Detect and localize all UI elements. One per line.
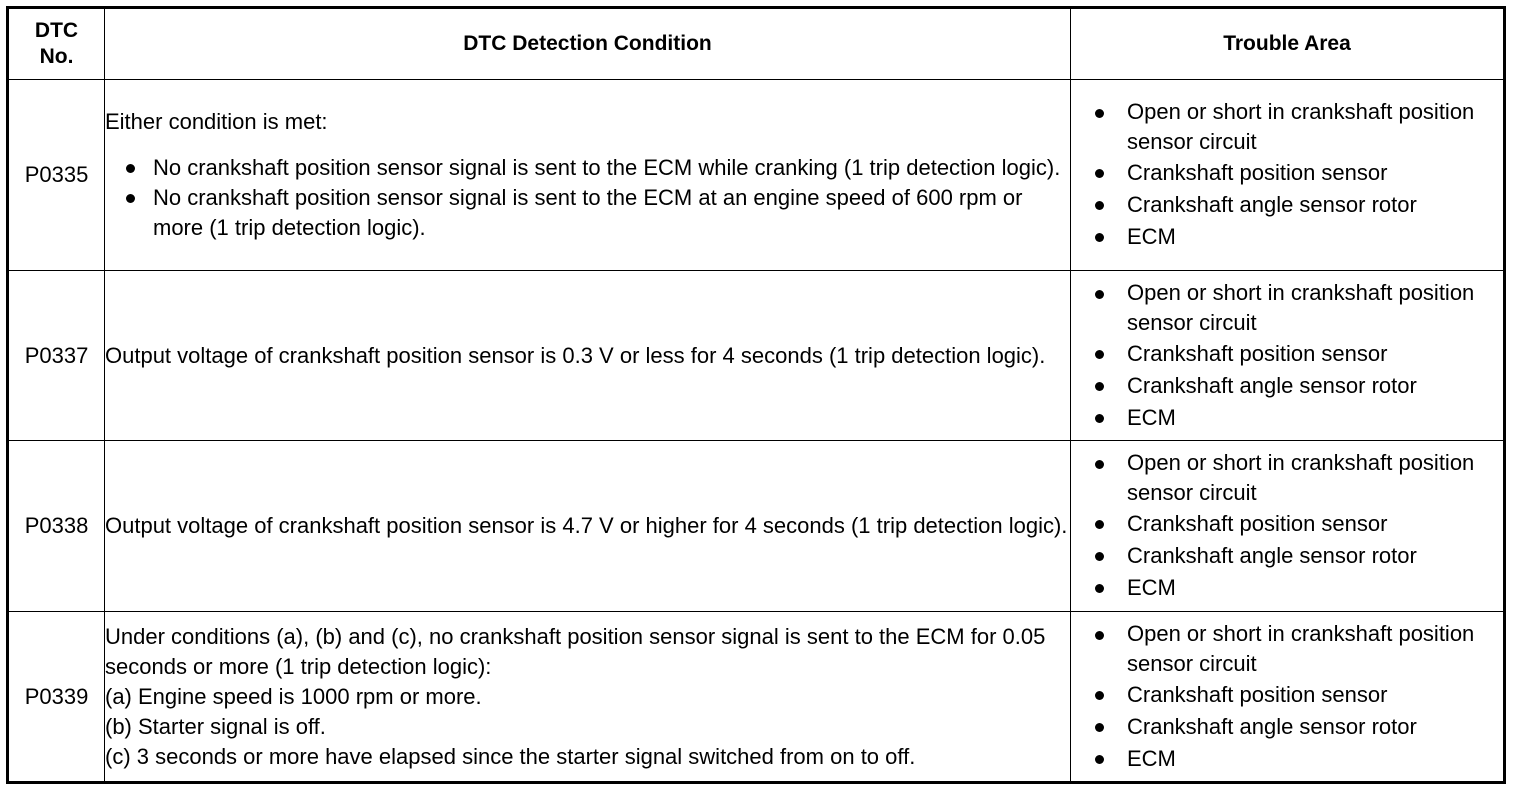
list-item: No crankshaft position sensor signal is sent to the ECM while cranking (1 trip detection logic). xyxy=(105,153,1070,183)
header-trouble-area: Trouble Area xyxy=(1071,8,1505,80)
trouble-area-list xyxy=(1071,278,1503,434)
condition-list xyxy=(105,153,1070,243)
bullet-icon xyxy=(1095,755,1104,764)
dtc-code: P0335 xyxy=(8,80,105,271)
bullet-icon xyxy=(1095,382,1104,391)
dtc-code: P0339 xyxy=(8,612,105,783)
list-item: ECM xyxy=(1071,221,1503,253)
detection-condition: Output voltage of crankshaft position sensor is 4.7 V or higher for 4 seconds (1 trip detection logic). xyxy=(105,441,1071,612)
list-item: Crankshaft position sensor xyxy=(1071,157,1503,189)
trouble-area xyxy=(1071,271,1505,441)
list-item: Crankshaft angle sensor rotor xyxy=(1071,711,1503,743)
list-item: No crankshaft position sensor signal is sent to the ECM at an engine speed of 600 rpm or more (1 trip detection logic). xyxy=(105,183,1070,243)
bullet-icon xyxy=(1095,631,1104,640)
trouble-area xyxy=(1071,612,1505,783)
list-item: Open or short in crankshaft position sensor circuit xyxy=(1071,448,1503,508)
trouble-area xyxy=(1071,441,1505,612)
list-item: Open or short in crankshaft position sensor circuit xyxy=(1071,619,1503,679)
table-header-row xyxy=(8,8,1505,80)
trouble-area-list xyxy=(1071,97,1503,253)
trouble-area-list xyxy=(1071,448,1503,604)
condition-intro: Either condition is met: xyxy=(105,109,328,134)
bullet-icon xyxy=(1095,290,1104,299)
table-row xyxy=(8,271,1505,441)
table-row xyxy=(8,80,1505,271)
dtc-code: P0337 xyxy=(8,271,105,441)
list-item: Crankshaft position sensor xyxy=(1071,338,1503,370)
header-dtc-no: DTC No. xyxy=(8,8,105,80)
list-item: Crankshaft angle sensor rotor xyxy=(1071,189,1503,221)
list-item: Open or short in crankshaft position sensor circuit xyxy=(1071,97,1503,157)
bullet-icon xyxy=(1095,723,1104,732)
list-item: ECM xyxy=(1071,402,1503,434)
bullet-icon xyxy=(1095,233,1104,242)
list-item: Crankshaft angle sensor rotor xyxy=(1071,540,1503,572)
detection-condition: Output voltage of crankshaft position sensor is 0.3 V or less for 4 seconds (1 trip detection logic). xyxy=(105,271,1071,441)
list-item: ECM xyxy=(1071,572,1503,604)
detection-condition xyxy=(105,612,1071,783)
list-item: Crankshaft angle sensor rotor xyxy=(1071,370,1503,402)
bullet-icon xyxy=(1095,552,1104,561)
bullet-icon xyxy=(1095,460,1104,469)
trouble-area-list xyxy=(1071,619,1503,775)
bullet-icon xyxy=(1095,520,1104,529)
list-item: Crankshaft position sensor xyxy=(1071,679,1503,711)
bullet-icon xyxy=(1095,350,1104,359)
bullet-icon xyxy=(1095,109,1104,118)
list-item: ECM xyxy=(1071,743,1503,775)
condition-line: (a) Engine speed is 1000 rpm or more. xyxy=(105,683,482,709)
condition-line: (b) Starter signal is off. xyxy=(105,713,326,739)
dtc-code: P0338 xyxy=(8,441,105,612)
bullet-icon xyxy=(1095,584,1104,593)
condition-line: (c) 3 seconds or more have elapsed since the starter signal switched from on to off. xyxy=(105,743,916,769)
list-item: Open or short in crankshaft position sensor circuit xyxy=(1071,278,1503,338)
detection-condition xyxy=(105,80,1071,271)
header-detection-condition: DTC Detection Condition xyxy=(105,8,1071,80)
bullet-icon xyxy=(126,164,135,173)
list-item: Crankshaft position sensor xyxy=(1071,508,1503,540)
bullet-icon xyxy=(1095,414,1104,423)
condition-line: Under conditions (a), (b) and (c), no crankshaft position sensor signal is sent to the ECM for 0.05 seconds or more (1 trip detection logic): xyxy=(105,623,1046,679)
dtc-table xyxy=(6,6,1506,784)
table-row xyxy=(8,441,1505,612)
bullet-icon xyxy=(1095,691,1104,700)
bullet-icon xyxy=(126,194,135,203)
bullet-icon xyxy=(1095,169,1104,178)
table-row xyxy=(8,612,1505,783)
trouble-area xyxy=(1071,80,1505,271)
bullet-icon xyxy=(1095,201,1104,210)
